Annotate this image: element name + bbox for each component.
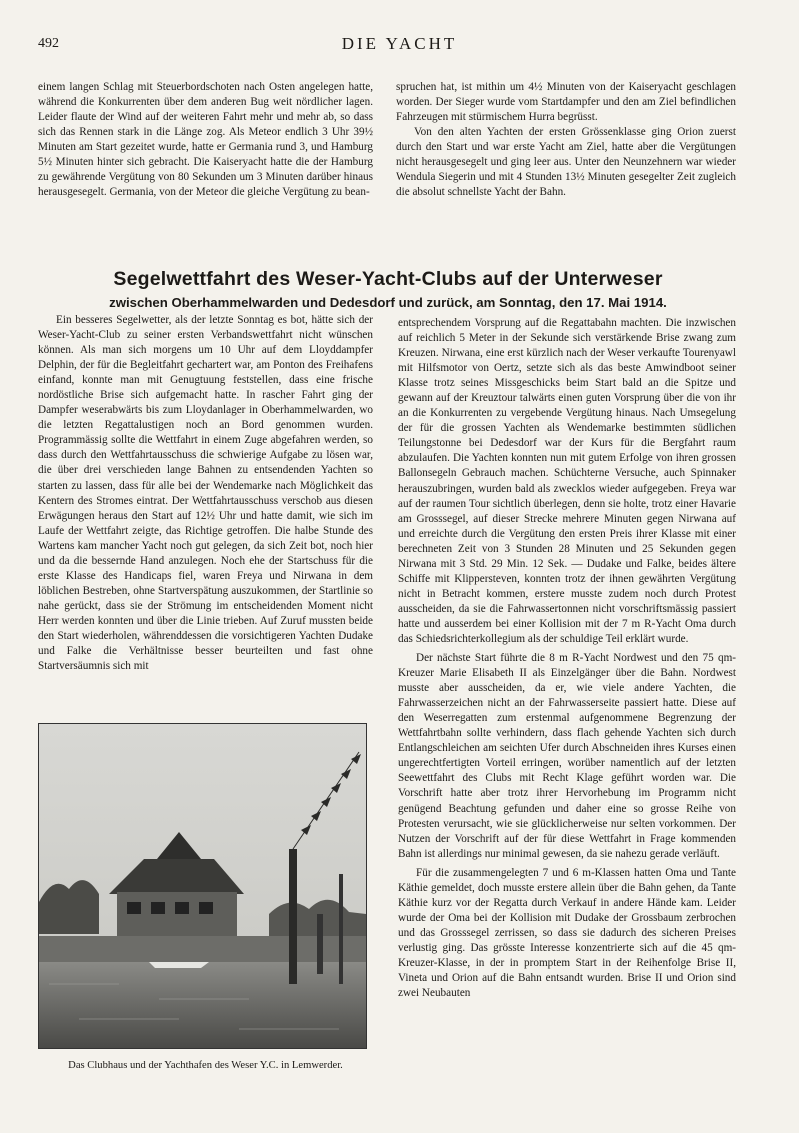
- paragraph: einem langen Schlag mit Steuerbordschoten nach Osten angelegen hatte, während die Konkurrenten über dem anderen Bug weit nördlicher lagen. Leider flaute der Wind auf der weiteren Fahrt mehr und mehr ab, so dass sich das Rennen stark in die Länge zog. Als Meteor endlich 3 Uhr 39½ Minuten am Start gezeitet wurde, hatte er Germania rund 3, und Hamburg 5½ Minuten hinter sich gebracht. Die Kaiseryacht hatte die der Hamburg zu gewährende Vergütung von 80 Sekunden um 3 Minuten darüber hinaus herausgesegelt. Germania, von der Meteor die gleiche Vergütung zu bean-: [38, 81, 373, 199]
- article-heading: [38, 268, 738, 310]
- article-title: Segelwettfahrt des Weser-Yacht-Clubs auf der Unterweser: [113, 268, 663, 290]
- clubhouse-photo: [38, 723, 367, 1049]
- paragraph: spruchen hat, ist mithin um 4½ Minuten von der Kaiseryacht geschlagen worden. Der Sieger wurde vom Startdampfer und den am Ziel befindlichen Fahrzeugen mit stürmischem Hurra begrüsst.: [396, 81, 736, 124]
- paragraph: Der nächste Start führte die 8 m R-Yacht Nordwest und den 75 qm-Kreuzer Marie Elisabeth II als Einzelgänger über die Bahn. Nordwest musste aber ausscheiden, da er, wie viele andere Yachten, die Fahrwasserzeichen nicht an der Fahrwasserseite passiert hatte. Diese auf den Weserregatten zum erstenmal aufgenommene Begrenzung der Wettfahrtbahn sollte verhindern, dass flach gehende Yachten sich durch Entlangschleichen am seichten Ufer durch Abschneiden ihres Kurses einen ungerechtfertigten Vorteil erringen, worüber namentlich auf der letzten Seewettfahrt des Clubs mit Recht Klage geführt worden war. Die Vorschrift hatte aber trotz ihrer Hervorhebung im Programm nicht genügend Beachtung gefunden und daher eine so grosse Reihe von Protesten verursacht, wie sie glücklicherweise nur selten vorkommen. Der Nutzen der Vorschrift auf der für diese Wettfahrt in Frage kommenden Bahn ist allerdings nur minimal gewesen, da sie nahezu gerade verläuft.: [398, 652, 736, 860]
- running-head: DIE YACHT: [341, 34, 458, 53]
- article-left-column: [38, 313, 373, 674]
- prev-article-left-column: [38, 80, 373, 200]
- article-right-column: [398, 316, 736, 1001]
- paragraph: Von den alten Yachten der ersten Grössenklasse ging Orion zuerst durch den Start und war erste Yacht am Ziel, hatte aber die Vergütungen nicht herausgesegelt und ging leer aus. Unter den Neunzehnern war wieder Wendula Siegerin und mit 4 Stunden 13½ Minuten gesegelter Zeit zugleich die absolut schnellste Yacht der Bahn.: [396, 126, 736, 199]
- page-number: 492: [38, 36, 59, 51]
- paragraph: entsprechendem Vorsprung auf die Regattabahn machten. Die inzwischen auf reichlich 5 Meter in der Sekunde sich verstärkende Brise zwang zum Kreuzen. Nirwana, eine erst kürzlich nach der Weser verkaufte Tourenyawl mit Hilfsmotor von Oertz, setzte sich als das beste Amwindboot seiner Klasse trotz seines Missgeschicks beim Start bald an die Spitze und gewann auf der Kreuztour talwärts einen guten Vorsprung über die von ihr an die Konkurrenten zu vergebende Vergütung hinaus. Nach Umsegelung der für die grossen Yachten als Wendemarke bestimmten südlichen Teilungstonne bei Dedesdorf war der Kurs für die Bergfahrt raum abzulaufen. Die Yachten konnten nun mit gutem Erfolge von ihren grossen Ballonsegeln Gebrauch machen. Schüchterne Versuche, auch Spinnaker herauszubringen, wurden bald als zwecklos wieder aufgegeben. Freya war auf der raumen Tour sichtlich überlegen, denn sie holte, trotz einer Havarie am Grosssegel, auf dieser Strecke mehrere Minuten gegen Nirwana auf und erreichte durch die Vergütung den ersten Preis ihrer Klasse mit einer berechneten Zeit von 3 Stunden 28 Minuten und 25 Sekunden gegen Nirwana mit 3 Std. 29 Min. 12 Sek. — Dudake und Falke, beides ältere Schiffe mit Klippersteven, konnten trotz der ihnen gewährten Vergütung nicht in Betracht kommen, erstere musste zudem noch durch Protest ausscheiden, da sie die Fahrwassertonnen nicht vorschriftsmässig passiert hatte und ausserdem bei einer Kollision mit der 7 m R-Yacht Oma durch das Schiedsrichterkollegium als der schuldige Teil erklärt wurde.: [398, 317, 736, 645]
- paragraph: Ein besseres Segelwetter, als der letzte Sonntag es bot, hätte sich der Weser-Yacht-Club zu seiner ersten Verbandswettfahrt nicht wünschen können. Als man sich morgens um 10 Uhr auf dem Lloyddampfer Delphin, der für die Begleitfahrt gechartert war, am Ponton des Freihafens einfand, konnte man mit Genugtuung feststellen, dass eine frische nordöstliche Brise sich aufgemacht hatte. In rascher Fahrt ging der Dampfer weserabwärts bis zum Lloydanlager in Oberhammelwarden, wo die letzten Regattalustigen noch an Bord genommen wurden. Programmässig sollte die Wettfahrt in einem Zuge abgefahren werden, so dass durch den Wettfahrtausschuss die schwierige Aufgabe zu lösen war, die über drei verschieden lange Bahnen zu entsendenden Yachten so starten zu lassen, dass für alle bei der Wendemarke nach Möglichkeit das Kentern des Stromes eintrat. Der Wettfahrtausschuss verschob aus diesen Erwägungen heraus den Start auf 12½ Uhr und hatte damit, wie sich im Laufe der Wettfahrt zeigte, das Richtige getroffen. Die halbe Stunde des Wartens kam mancher Yacht noch gut gelegen, da sich Zeit bot, noch hier und da die bessernde Hand anzulegen. Noch ehe der Startschuss für die erste Klasse des Handicaps fiel, waren Freya und Nirwana in dem löblichen Bestreben, ohne Startverspätung auszukommen, der Startlinie so nahe gerückt, dass sie der Strömung im entscheidenden Moment nicht Herr werden konnten und über die Linie trieben. Auf Zuruf mussten beide den Start wiederholen, währenddessen die vorsichtigeren Yachten Dudake und Falke die Verhältnisse besser beurteilten und fast ohne Startversäumnis sich mit: [38, 314, 373, 673]
- article-subtitle: zwischen Oberhammelwarden und Dedesdorf und zurück, am Sonntag, den 17. Mai 1914.: [109, 295, 667, 310]
- paragraph: Für die zusammengelegten 7 und 6 m-Klassen hatten Oma und Tante Käthie gemeldet, doch musste erstere allein über die Bahn gehen, da Tante Käthie kurz vor der Regatta durch Verkauf in andere Hände kam. Leider wurde der Oma bei der Kollision mit Dudake der Grossbaum zerbrochen und das Grosssegel zerrissen, so dass sie dadurch des sicheren Preises verlustig ging. Das grösste Interesse konzentrierte sich auf die 45 qm-Kreuzer-Klasse, in der in promptem Start in der Reihenfolge Brise II, Vineta und Orion auf die Bahn entsandt wurden. Brise II und Orion sind zwei Neubauten: [398, 866, 736, 1000]
- figure-caption: Das Clubhaus und der Yachthafen des Weser Y.C. in Lemwerder.: [68, 1060, 343, 1071]
- prev-article-right-column: [396, 80, 736, 200]
